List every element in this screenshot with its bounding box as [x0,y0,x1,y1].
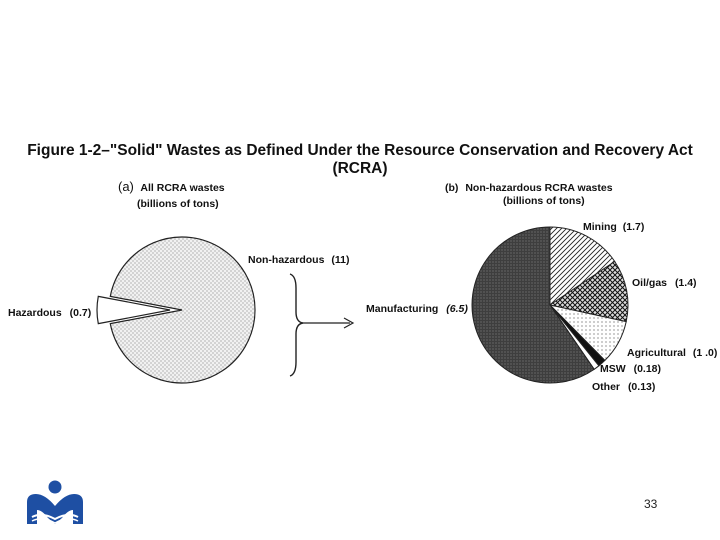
pie-b-subtitle: (billions of tons) [503,195,585,207]
organization-logo-icon [24,480,86,526]
pie-b [366,182,717,393]
slide-number: 33 [644,497,658,511]
pie-b-label-oil-gas: Oil/gas (1.4) [632,277,697,289]
pie-b-title: Non-hazardous RCRA wastes [465,182,613,194]
brace [290,274,303,376]
pie-a-panel-label: (a) [118,179,134,194]
pie-a-header [118,179,225,194]
pie-b-label-mining: Mining (1.7) [583,221,645,233]
pie-a-subtitle: (billions of tons) [137,198,219,210]
pie-a-title: All RCRA wastes [140,182,225,194]
pie-b-label-msw: MSW (0.18) [600,363,662,375]
pie-a-label-hazardous: Hazardous (0.7) [8,307,92,319]
pie-b-panel-label: (b) [445,182,459,194]
pie-b-label-manufacturing: Manufacturing (6.5) [366,303,468,315]
pie-a [8,179,349,383]
pie-b-header [445,182,613,194]
pie-a-label-non-hazardous: Non-hazardous (11) [248,254,350,266]
pie-b-label-agricultural: Agricultural (1 .0) [627,347,718,359]
pie-b-label-other: Other (0.13) [592,381,656,393]
figure-title: Figure 1-2–"Solid" Wastes as Defined Under the Resource Conservation and Recovery Act (RCRA) [27,142,693,177]
